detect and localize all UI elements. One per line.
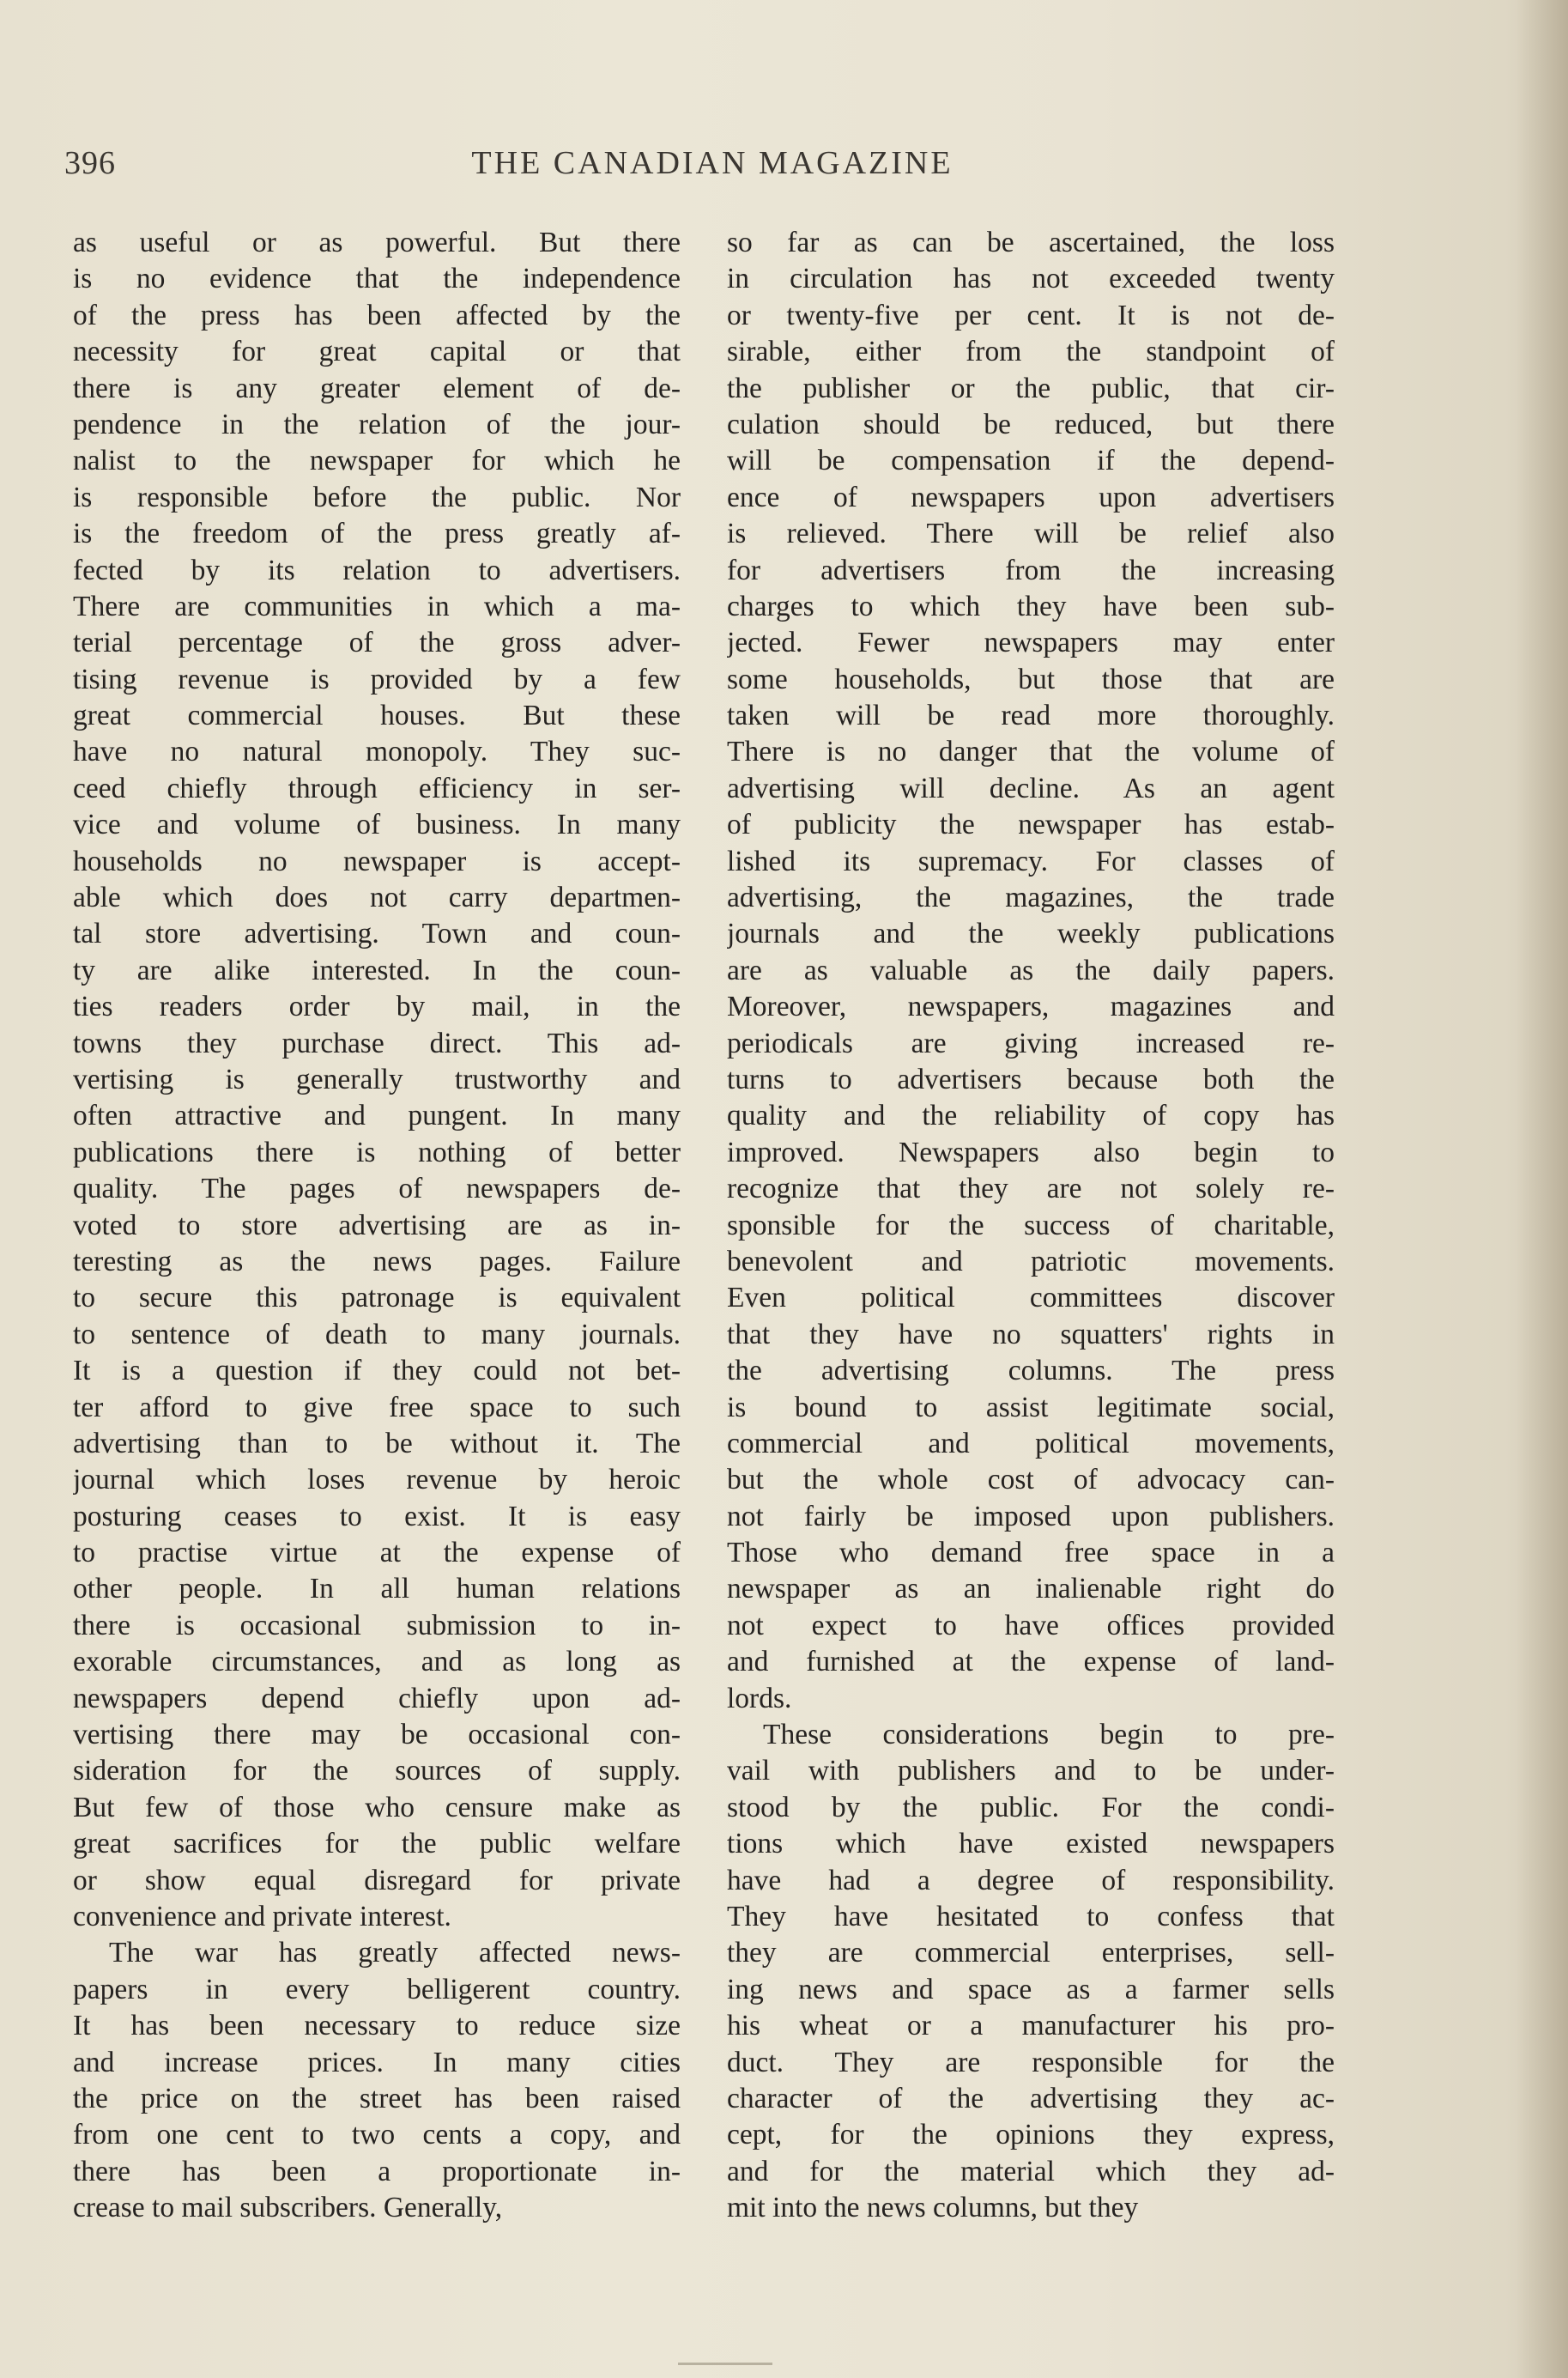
text-line: that they have no squatters' rights in bbox=[727, 1318, 1335, 1350]
text-line: vertising is generally trustworthy and bbox=[73, 1063, 681, 1095]
text-line: is the freedom of the press greatly af- bbox=[73, 518, 681, 550]
text-line: They have hesitated to confess that bbox=[727, 1900, 1335, 1932]
text-line: character of the advertising they ac- bbox=[727, 2082, 1335, 2114]
text-line: terial percentage of the gross adver- bbox=[73, 627, 681, 659]
text-line: advertising, the magazines, the trade bbox=[727, 882, 1335, 914]
text-line: exorable circumstances, and as long as bbox=[73, 1646, 681, 1678]
text-line: advertising than to be without it. The bbox=[73, 1427, 681, 1459]
text-line: tions which have existed newspapers bbox=[727, 1828, 1335, 1860]
text-line: is responsible before the public. Nor bbox=[73, 481, 681, 513]
text-line: from one cent to two cents a copy, and bbox=[73, 2119, 681, 2151]
text-line: and increase prices. In many cities bbox=[73, 2046, 681, 2078]
text-line: vertising there may be occasional con- bbox=[73, 1719, 681, 1751]
text-line: cept, for the opinions they express, bbox=[727, 2119, 1335, 2151]
text-line: The war has greatly affected news- bbox=[109, 1937, 681, 1969]
text-line: have no natural monopoly. They suc- bbox=[73, 736, 681, 768]
text-line: There is no danger that the volume of bbox=[727, 736, 1335, 768]
text-line: But few of those who censure make as bbox=[73, 1791, 681, 1823]
text-line: newspaper as an inalienable right do bbox=[727, 1573, 1335, 1605]
text-line: advertising will decline. As an agent bbox=[727, 772, 1335, 804]
text-line: of the press has been affected by the bbox=[73, 299, 681, 331]
text-line: jected. Fewer newspapers may enter bbox=[727, 627, 1335, 659]
text-line: towns they purchase direct. This ad- bbox=[73, 1027, 681, 1059]
left-text-column bbox=[73, 225, 681, 2226]
text-line: is relieved. There will be relief also bbox=[727, 518, 1335, 550]
text-line: are as valuable as the daily papers. bbox=[727, 954, 1335, 986]
text-line: households no newspaper is accept- bbox=[73, 845, 681, 877]
text-line: able which does not carry departmen- bbox=[73, 882, 681, 914]
page-number: 396 bbox=[64, 145, 116, 181]
text-line: of publicity the newspaper has estab- bbox=[727, 809, 1335, 841]
text-line: great sacrifices for the public welfare bbox=[73, 1828, 681, 1860]
text-line: teresting as the news pages. Failure bbox=[73, 1245, 681, 1277]
text-line: publications there is nothing of better bbox=[73, 1136, 681, 1168]
text-line: to practise virtue at the expense of bbox=[73, 1537, 681, 1569]
text-line: stood by the public. For the condi- bbox=[727, 1791, 1335, 1823]
text-line: sideration for the sources of supply. bbox=[73, 1755, 681, 1787]
text-line: quality and the reliability of copy has bbox=[727, 1100, 1335, 1132]
text-line: the publisher or the public, that cir- bbox=[727, 372, 1335, 404]
text-line: quality. The pages of newspapers de- bbox=[73, 1173, 681, 1205]
text-line: tal store advertising. Town and coun- bbox=[73, 918, 681, 950]
page-header bbox=[64, 144, 1360, 187]
page-fold-mark bbox=[678, 2363, 772, 2365]
text-line: improved. Newspapers also begin to bbox=[727, 1136, 1335, 1168]
text-line: It is a question if they could not bet- bbox=[73, 1355, 681, 1387]
text-line: great commercial houses. But these bbox=[73, 700, 681, 732]
text-line: periodicals are giving increased re- bbox=[727, 1027, 1335, 1059]
text-line: necessity for great capital or that bbox=[73, 336, 681, 368]
text-line: the price on the street has been raised bbox=[73, 2082, 681, 2114]
text-line: vice and volume of business. In many bbox=[73, 809, 681, 841]
text-line: culation should be reduced, but there bbox=[727, 408, 1335, 440]
text-line: commercial and political movements, bbox=[727, 1427, 1335, 1459]
text-line: and for the material which they ad- bbox=[727, 2155, 1335, 2187]
text-line: or twenty-five per cent. It is not de- bbox=[727, 299, 1335, 331]
text-line: or show equal disregard for private bbox=[73, 1864, 681, 1896]
text-line: his wheat or a manufacturer his pro- bbox=[727, 2010, 1335, 2042]
text-line: as useful or as powerful. But there bbox=[73, 227, 681, 258]
text-line: voted to store advertising are as in- bbox=[73, 1209, 681, 1241]
text-line: to secure this patronage is equivalent bbox=[73, 1282, 681, 1314]
text-line: papers in every belligerent country. bbox=[73, 1973, 681, 2005]
text-line: not expect to have offices provided bbox=[727, 1609, 1335, 1641]
text-line: not fairly be imposed upon publishers. bbox=[727, 1500, 1335, 1532]
text-line: benevolent and patriotic movements. bbox=[727, 1245, 1335, 1277]
text-line: for advertisers from the increasing bbox=[727, 554, 1335, 586]
text-line: journal which loses revenue by heroic bbox=[73, 1464, 681, 1496]
text-line: Even political committees discover bbox=[727, 1282, 1335, 1314]
text-line: These considerations begin to pre- bbox=[763, 1719, 1335, 1751]
text-line: ceed chiefly through efficiency in ser- bbox=[73, 772, 681, 804]
text-line: duct. They are responsible for the bbox=[727, 2046, 1335, 2078]
text-line: ing news and space as a farmer sells bbox=[727, 1973, 1335, 2005]
text-line: ence of newspapers upon advertisers bbox=[727, 481, 1335, 513]
text-line: pendence in the relation of the jour- bbox=[73, 408, 681, 440]
text-line: there is occasional submission to in- bbox=[73, 1609, 681, 1641]
text-line: is no evidence that the independence bbox=[73, 263, 681, 295]
text-line: is bound to assist legitimate social, bbox=[727, 1391, 1335, 1423]
text-line: vail with publishers and to be under- bbox=[727, 1755, 1335, 1787]
text-line: and furnished at the expense of land- bbox=[727, 1646, 1335, 1678]
text-line: there has been a proportionate in- bbox=[73, 2155, 681, 2187]
text-line: sirable, either from the standpoint of bbox=[727, 336, 1335, 368]
text-line: so far as can be ascertained, the loss bbox=[727, 227, 1335, 258]
text-line: ty are alike interested. In the coun- bbox=[73, 954, 681, 986]
text-line: ter afford to give free space to such bbox=[73, 1391, 681, 1423]
text-line: will be compensation if the depend- bbox=[727, 445, 1335, 477]
text-line: convenience and private interest. bbox=[73, 1900, 451, 1932]
text-line: to sentence of death to many journals. bbox=[73, 1318, 681, 1350]
text-line: nalist to the newspaper for which he bbox=[73, 445, 681, 477]
text-line: journals and the weekly publications bbox=[727, 918, 1335, 950]
text-line: recognize that they are not solely re- bbox=[727, 1173, 1335, 1205]
running-title: THE CANADIAN MAGAZINE bbox=[471, 145, 954, 181]
text-line: There are communities in which a ma- bbox=[73, 590, 681, 622]
text-line: have had a degree of responsibility. bbox=[727, 1864, 1335, 1896]
text-line: turns to advertisers because both the bbox=[727, 1063, 1335, 1095]
text-line: charges to which they have been sub- bbox=[727, 590, 1335, 622]
text-line: Those who demand free space in a bbox=[727, 1537, 1335, 1569]
text-line: other people. In all human relations bbox=[73, 1573, 681, 1605]
text-line: the advertising columns. The press bbox=[727, 1355, 1335, 1387]
text-line: fected by its relation to advertisers. bbox=[73, 554, 681, 586]
right-text-column bbox=[727, 225, 1335, 2226]
text-line: there is any greater element of de- bbox=[73, 372, 681, 404]
text-line: but the whole cost of advocacy can- bbox=[727, 1464, 1335, 1496]
text-line: some households, but those that are bbox=[727, 663, 1335, 695]
text-line: lished its supremacy. For classes of bbox=[727, 845, 1335, 877]
text-line: sponsible for the success of charitable, bbox=[727, 1209, 1335, 1241]
page-edge-shadow bbox=[1517, 0, 1568, 2378]
text-line: mit into the news columns, but they bbox=[727, 2192, 1139, 2224]
text-line: often attractive and pungent. In many bbox=[73, 1100, 681, 1132]
text-line: taken will be read more thoroughly. bbox=[727, 700, 1335, 732]
text-line: crease to mail subscribers. Generally, bbox=[73, 2192, 503, 2224]
text-line: tising revenue is provided by a few bbox=[73, 663, 681, 695]
text-line: It has been necessary to reduce size bbox=[73, 2010, 681, 2042]
text-line: Moreover, newspapers, magazines and bbox=[727, 991, 1335, 1023]
text-line: newspapers depend chiefly upon ad- bbox=[73, 1682, 681, 1714]
text-line: posturing ceases to exist. It is easy bbox=[73, 1500, 681, 1532]
text-line: lords. bbox=[727, 1682, 792, 1714]
text-line: ties readers order by mail, in the bbox=[73, 991, 681, 1023]
text-line: in circulation has not exceeded twenty bbox=[727, 263, 1335, 295]
text-line: they are commercial enterprises, sell- bbox=[727, 1937, 1335, 1969]
